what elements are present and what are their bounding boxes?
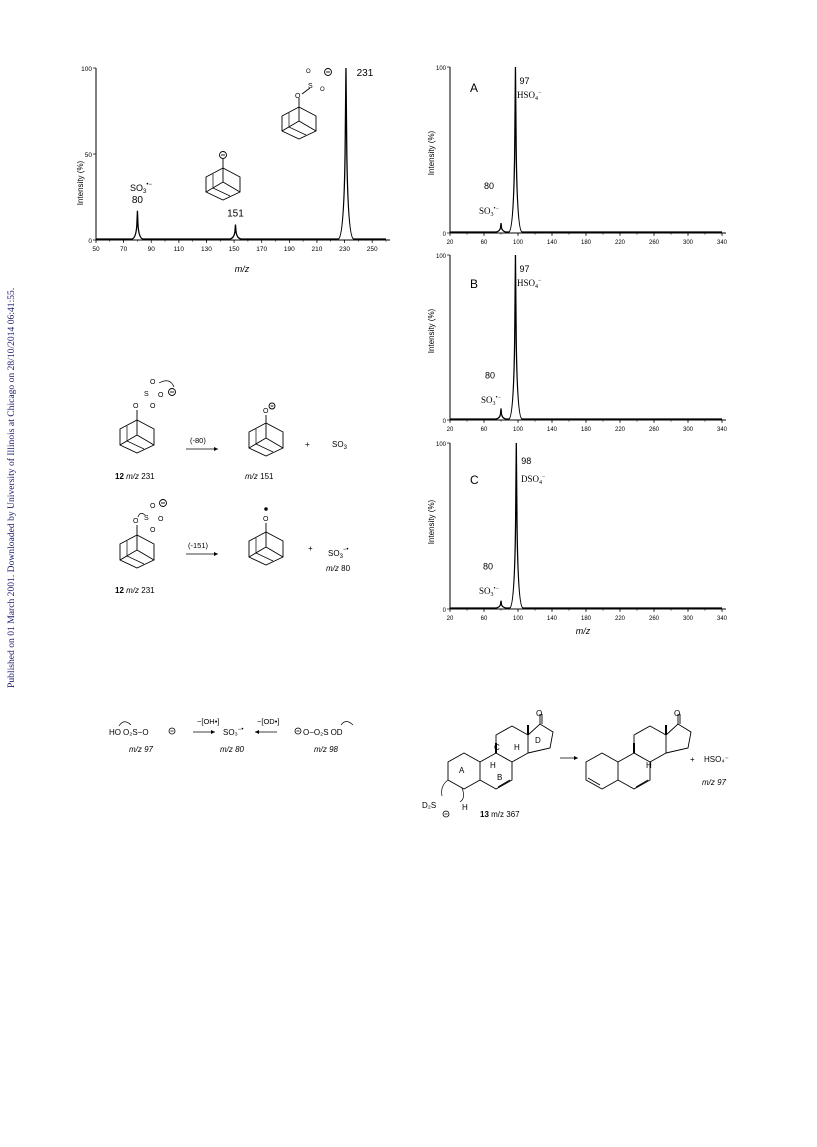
product-oxide-anion-structure	[249, 403, 283, 456]
ring-c-label: C	[494, 743, 500, 752]
x-tick-label: 230	[339, 246, 351, 253]
plus-1: +	[305, 440, 310, 449]
spectrum-C-chart	[420, 434, 740, 646]
x-tick-label: 180	[580, 427, 592, 433]
spectrum-C-x-axis-label: m/z	[575, 626, 591, 636]
svg-text:O: O	[133, 518, 139, 525]
x-tick-label: 110	[173, 246, 185, 253]
x-tick-label: 300	[682, 240, 694, 246]
spectrum-A-marks	[450, 67, 722, 232]
main-marks	[96, 68, 386, 239]
loss-80-label: (-80)	[190, 436, 206, 445]
scheme-bisulfate	[105, 712, 375, 757]
x-tick-label: 260	[648, 616, 660, 622]
x-tick-label: 50	[92, 246, 100, 253]
scheme-steroid-13	[418, 710, 738, 825]
spectrum-C-so3-label: $SO_3^{•-}$	[479, 586, 499, 598]
peak-label-98: 98	[521, 456, 532, 466]
spectrum-A-hso4-label: $HSO_4^-$	[517, 90, 542, 102]
spectrum-A-axes	[436, 66, 728, 246]
x-tick-label: 300	[682, 616, 694, 622]
x-tick-label: 210	[311, 246, 323, 253]
svg-text:O: O	[133, 403, 139, 410]
svg-text:S: S	[144, 391, 149, 398]
steroid-h2: H	[490, 761, 496, 770]
svg-text:O: O	[263, 516, 269, 523]
steroid-keto-o: O	[536, 710, 543, 718]
product-h: H	[646, 761, 652, 770]
ring-a-label: A	[459, 766, 465, 775]
so3-radical-product: $SO_3^{-•}$	[328, 547, 349, 560]
mz98-label: m/z 98	[314, 745, 339, 754]
reactant-12-label-1: 12 m/z 231	[115, 472, 155, 481]
y-tick-label: 0	[88, 238, 92, 245]
publication-note-text: Published on 01 March 2001. Downloaded by University of Illinois at Chicago on 28/10/2014 06:41:55.	[6, 287, 17, 688]
x-tick-label: 220	[614, 616, 626, 622]
x-tick-label: 100	[512, 240, 524, 246]
peak-label-80: 80	[482, 561, 494, 572]
svg-text:O: O	[158, 392, 164, 399]
spectrum-C-dso4-label: $DSO_4^-$	[521, 474, 546, 486]
spectrum-B-hso4-label: $HSO_4^-$	[517, 278, 542, 290]
x-tick-label: 100	[512, 427, 524, 433]
compound-13-label: 13 m/z 367	[480, 810, 520, 819]
y-tick-label: 0	[442, 419, 446, 425]
x-tick-label: 170	[256, 246, 268, 253]
peak-label-80: 80	[131, 194, 143, 206]
peak-label-80: 80	[484, 370, 496, 381]
y-tick-label: 100	[81, 66, 92, 73]
svg-text:O: O	[150, 503, 156, 510]
hso4-product: HSO₄⁻	[704, 755, 729, 764]
x-tick-label: 70	[120, 246, 128, 253]
loss-od-label: −[OD•]	[257, 717, 280, 726]
peak-label-151: 151	[227, 208, 244, 220]
peak-label-97: 97	[519, 264, 530, 274]
x-tick-label: 180	[580, 240, 592, 246]
peak-label-231: 231	[356, 68, 374, 79]
svg-text:O: O	[150, 403, 156, 410]
svg-text:O: O	[150, 379, 156, 386]
svg-text:O: O	[306, 69, 311, 75]
so3-radical-center: SO₃−•	[223, 727, 244, 737]
x-tick-label: 140	[546, 616, 558, 622]
y-tick-label: 50	[84, 152, 92, 159]
ring-d-label: D	[535, 736, 541, 745]
y-tick-label: 0	[442, 232, 446, 238]
x-tick-label: 20	[446, 427, 454, 433]
spectrum-trace	[450, 67, 722, 232]
spectrum-C-y-axis-label: Intensity (%)	[427, 499, 436, 545]
d2s-label: D₂S	[422, 801, 437, 810]
product-oxyl-radical-structure	[249, 508, 283, 565]
hso4-mz-label: m/z 97	[702, 778, 727, 787]
spectrum-A-chart	[420, 58, 740, 248]
x-tick-label: 340	[716, 616, 728, 622]
loss-oh-label: −[OH•]	[197, 717, 220, 726]
x-tick-label: 20	[446, 616, 454, 622]
spectrum-B-y-axis-label: Intensity (%)	[427, 308, 436, 354]
x-tick-label: 220	[614, 427, 626, 433]
x-tick-label: 220	[614, 240, 626, 246]
spectrum-A-panel-label: A	[470, 81, 479, 95]
x-tick-label: 190	[283, 246, 295, 253]
reactant-12-structure-2	[120, 500, 167, 569]
spectrum-B-chart	[420, 246, 740, 436]
main-y-axis-label: Intensity (%)	[76, 160, 85, 206]
steroid-product-structure	[586, 714, 691, 789]
x-tick-label: 250	[366, 246, 378, 253]
spectrum-C-panel-label: C	[470, 473, 479, 487]
spectrum-main-chart	[70, 60, 400, 275]
publication-note	[3, 240, 19, 690]
product-151-label: m/z 151	[245, 472, 274, 481]
steroid-h1: H	[514, 743, 520, 752]
x-tick-label: 260	[648, 427, 660, 433]
plus-3: +	[690, 755, 695, 764]
product-80-label: m/z 80	[326, 564, 351, 573]
x-tick-label: 260	[648, 240, 660, 246]
spectrum-B-panel-label: B	[470, 277, 479, 291]
y-tick-label: 100	[435, 66, 446, 72]
mz97-label: m/z 97	[129, 745, 154, 754]
peak-label-80: 80	[483, 181, 495, 192]
mz80-label: m/z 80	[220, 745, 245, 754]
x-tick-label: 130	[201, 246, 212, 253]
x-tick-label: 100	[512, 616, 524, 622]
spectrum-A-y-axis-label: Intensity (%)	[427, 130, 436, 176]
spectrum-C-marks	[450, 443, 722, 608]
x-tick-label: 60	[480, 427, 488, 433]
x-tick-label: 300	[682, 427, 694, 433]
migrating-h: H	[462, 803, 468, 812]
x-tick-label: 140	[546, 240, 558, 246]
svg-text:O: O	[263, 408, 269, 415]
spectrum-B-so3-label: $SO_3^{•-}$	[481, 395, 501, 407]
svg-text:O: O	[158, 516, 164, 523]
x-tick-label: 340	[716, 240, 728, 246]
spectrum-A-so3-label: $SO_3^{•-}$	[479, 206, 499, 218]
svg-text:S: S	[144, 515, 149, 522]
loss-151-label: (-151)	[188, 541, 209, 550]
plus-2: +	[308, 544, 313, 553]
y-tick-label: 100	[435, 442, 446, 448]
steroid-13-structure	[442, 714, 553, 802]
main-x-axis-label: m/z	[234, 264, 250, 274]
ring-b-label: B	[497, 773, 503, 782]
reactant-12-label-2: 12 m/z 231	[115, 586, 155, 595]
peak-label-97: 97	[519, 76, 530, 86]
svg-text:S: S	[308, 83, 313, 90]
dso4-species: O−O₂S OD	[303, 728, 343, 737]
x-tick-label: 90	[147, 246, 155, 253]
main-so3-label: $SO_3^{•-}$	[130, 182, 152, 195]
svg-text:O: O	[295, 93, 301, 100]
so3-product: $SO_3$	[332, 440, 347, 451]
adamantyloxide-structure	[206, 152, 240, 201]
x-tick-label: 150	[228, 246, 240, 253]
reactant-12-structure-1	[120, 379, 176, 453]
x-tick-label: 60	[480, 240, 488, 246]
svg-text:O: O	[320, 87, 325, 93]
x-tick-label: 60	[480, 616, 488, 622]
x-tick-label: 20	[446, 240, 454, 246]
adamantylsulfate-structure	[282, 69, 332, 140]
spectrum-B-axes	[436, 254, 728, 433]
x-tick-label: 140	[546, 427, 558, 433]
y-tick-label: 100	[435, 254, 446, 260]
x-tick-label: 340	[716, 427, 728, 433]
product-keto-o: O	[674, 710, 681, 718]
x-tick-label: 180	[580, 616, 592, 622]
spectrum-trace	[450, 443, 722, 608]
hso4-species: HO O₂S−O	[109, 728, 149, 737]
scheme-12-fragmentation	[100, 375, 370, 600]
y-tick-label: 0	[442, 608, 446, 614]
svg-text:O: O	[150, 527, 156, 534]
